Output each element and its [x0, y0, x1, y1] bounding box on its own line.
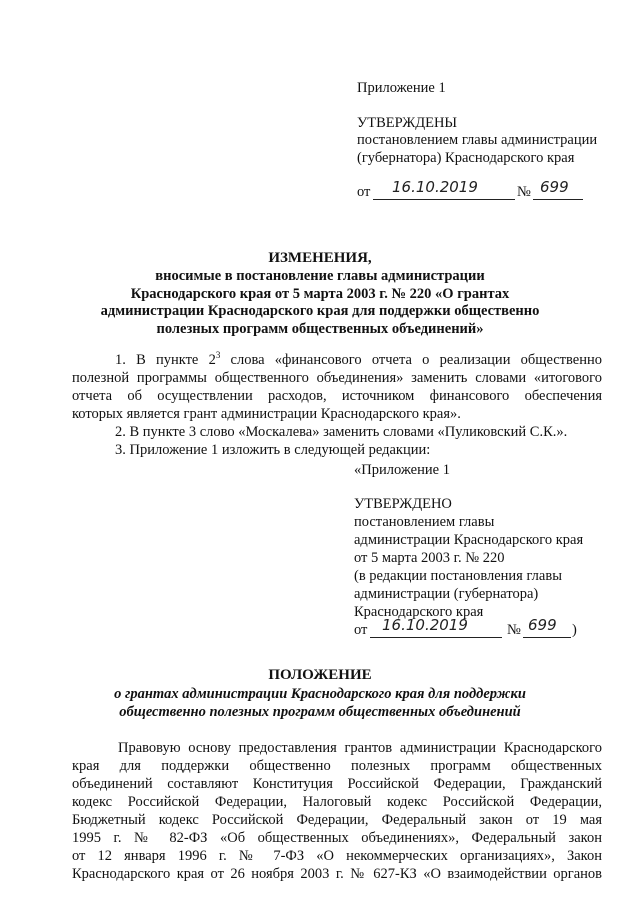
inner-handwritten-date: 16.10.2019: [382, 616, 468, 634]
inner-line-5: администрации (губернатора): [354, 586, 539, 602]
inner-number-underline: [523, 636, 571, 638]
changes-title-line-1: вносимые в постановление главы администрации: [155, 268, 485, 284]
item-1-superscript: 3: [215, 350, 221, 361]
inner-appendix-label: «Приложение 1: [354, 462, 450, 478]
item-2: 2. В пункте 3 слово «Москалева» заменить словами «Пуликовский С.К.».: [115, 424, 568, 440]
handwritten-date: 16.10.2019: [392, 178, 478, 196]
inner-close-paren: ): [572, 622, 577, 638]
item-1-line-2: полезной программы общественного объединения» заменить словами «итогового: [72, 370, 602, 386]
approval-line-2: (губернатора) Краснодарского края: [357, 150, 575, 166]
regulation-title-line-1: о грантах администрации Краснодарского края для поддержки: [114, 686, 526, 702]
body-line-1: Правовую основу предоставления грантов администрации Краснодарского: [118, 740, 602, 756]
regulation-heading: ПОЛОЖЕНИЕ: [268, 667, 372, 683]
approval-line-1: постановлением главы администрации: [357, 132, 598, 148]
changes-title-line-3: администрации Краснодарского края для поддержки общественно: [100, 303, 540, 319]
inner-line-4: (в редакции постановления главы: [354, 568, 562, 584]
body-line-5: Бюджетный кодекс Российской Федерации, Федеральный закон от 19 мая: [72, 812, 602, 828]
date-underline: [373, 198, 515, 200]
inner-approved-label: УТВЕРЖДЕНО: [354, 496, 452, 512]
inner-date-from-label: от: [354, 622, 368, 638]
body-line-2: края для поддержки общественно полезных программ общественных: [72, 758, 602, 774]
item-1-text-a: 1. В пункте 2: [115, 352, 216, 368]
item-1-line-4: которых является грант администрации Краснодарского края».: [72, 406, 461, 422]
item-1-text-b: слова «финансового отчета о реализации общественно: [220, 352, 602, 368]
body-line-3: объединений составляют Конституция Российской Федерации, Гражданский: [72, 776, 602, 792]
inner-number-label: №: [507, 622, 521, 638]
inner-line-2: администрации Краснодарского края: [354, 532, 584, 548]
number-label: №: [517, 184, 531, 200]
changes-title-line-2: Краснодарского края от 5 марта 2003 г. № 220 «О грантах: [130, 286, 510, 302]
number-underline: [533, 198, 583, 200]
inner-line-3: от 5 марта 2003 г. № 220: [354, 550, 505, 566]
changes-title-line-4: полезных программ общественных объединений»: [156, 321, 484, 337]
regulation-title-line-2: общественно полезных программ общественных объединений: [119, 704, 521, 720]
inner-handwritten-number: 699: [528, 616, 557, 634]
item-1-line-1: [115, 352, 602, 369]
body-line-8: Краснодарского края от 26 ноября 2003 г. № 627-КЗ «О взаимодействии органов: [72, 866, 602, 882]
inner-line-1: постановлением главы: [354, 514, 495, 530]
appendix-label: Приложение 1: [357, 80, 446, 96]
date-from-label: от: [357, 184, 371, 200]
handwritten-number: 699: [540, 178, 569, 196]
body-line-6: 1995 г. № 82-ФЗ «Об общественных объединениях», Федеральный закон: [72, 830, 602, 846]
inner-line-6: Краснодарского края: [354, 604, 484, 620]
item-1-line-3: отчета об осуществлении расходов, источником финансового обеспечения: [72, 388, 602, 404]
changes-heading: ИЗМЕНЕНИЯ,: [268, 250, 372, 266]
inner-date-underline: [370, 636, 502, 638]
approved-label: УТВЕРЖДЕНЫ: [357, 115, 458, 131]
body-line-4: кодекс Российской Федерации, Налоговый кодекс Российской Федерации,: [72, 794, 602, 810]
body-line-7: от 12 января 1996 г. № 7-ФЗ «О некоммерческих организациях», Закон: [72, 848, 602, 864]
item-3: 3. Приложение 1 изложить в следующей редакции:: [115, 442, 431, 458]
